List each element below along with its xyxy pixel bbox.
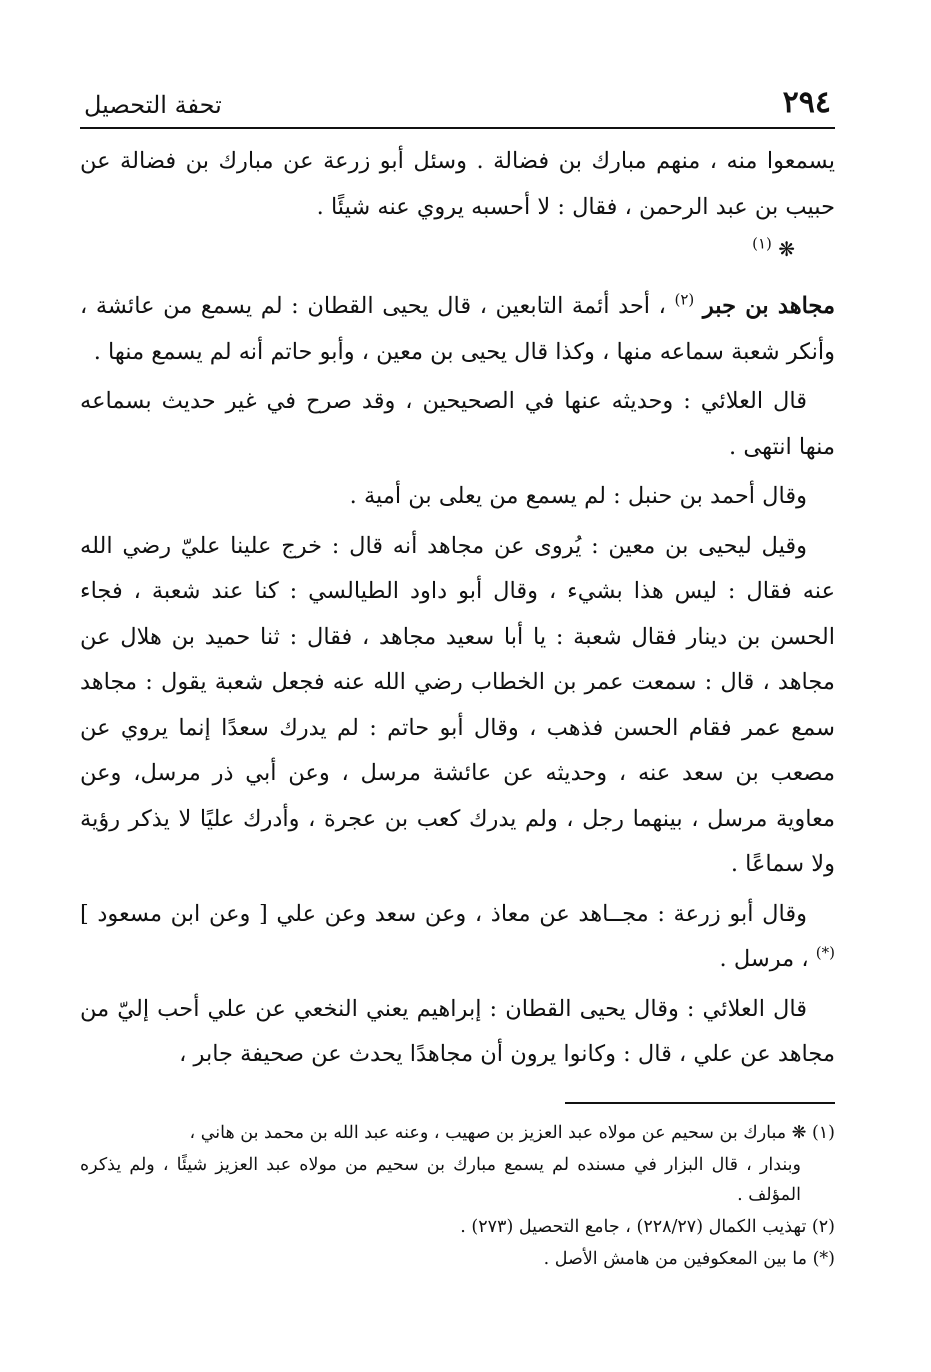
- footnote-ref-1: (١): [752, 234, 772, 253]
- paragraph-6-text-a: وقال أبو زرعة : مجــاهد عن معاذ ، وعن سعد وعن علي [ وعن ابن مسعود ]: [80, 900, 807, 927]
- footnote-1: (١) ❋ مبارك بن سحيم عن مولاه عبد العزيز بن صهيب ، وعنه عبد الله بن محمد بن هاني ،: [189, 1122, 835, 1143]
- footnote-1-continued: وبندار ، قال البزار في مسنده لم يسمع مبارك بن سحيم من مولاه عبد العزيز شيئًا ، ولم يذكره المؤلف .: [80, 1154, 801, 1205]
- paragraph-2: [80, 284, 835, 375]
- footnote-divider: [565, 1102, 835, 1104]
- footnote-ref-2: (٢): [674, 290, 695, 309]
- paragraph-6-text-b: ، مرسل .: [719, 946, 809, 972]
- footnote-ref-star: (*): [815, 943, 835, 962]
- main-text: [80, 139, 835, 1078]
- paragraph-3: قال العلائي : وحديثه عنها في الصحيحين ، وقد صرح في غير حديث بسماعه منها انتهى .: [80, 388, 835, 460]
- paragraph-6: [80, 892, 835, 983]
- running-title: تحفة التحصيل: [84, 91, 222, 119]
- paragraph-4: وقال أحمد بن حنبل : لم يسمع من يعلى بن أمية .: [349, 483, 807, 509]
- paragraph-5: وقيل ليحيى بن معين : يُروى عن مجاهد أنه قال : خرج علينا عليّ رضي الله عنه فقال : ليس هذا بشيء ، وقال أبو داود الطيالسي : كنا عند شعبة ، فجاء الحسن بن دينار فقال شعبة : يا أبا سعيد مجاهد ، فقال : ثنا حميد بن هلال عن مجاهد ، قال : سمعت عمر بن الخطاب رضي الله عنه فجعل شعبة يقول : مجاهد سمع عمر فقام الحسن فذهب ، وقال أبو حاتم : لم يدرك سعدًا إنما يروي عن مصعب بن سعد عنه ، وحديثه عن عائشة مرسل ، وعن أبي ذر مرسل، وعن معاوية مرسل ، بينهما رجل ، ولم يدرك كعب بن عجرة ، وأدرك عليًا لا يذكر رؤية ولا سماعًا .: [80, 532, 835, 877]
- entry-name: مجاهد بن جبر: [702, 293, 836, 319]
- paragraph-1: يسمعوا منه ، منهم مبارك بن فضالة . وسئل أبو زرعة عن مبارك بن فضالة عن حبيب بن عبد الرحمن ، فقال : لا أحسبه يروي عنه شيئًا .: [80, 148, 835, 220]
- entry-marker: [80, 234, 835, 264]
- asterisk-icon: ❋: [778, 237, 795, 261]
- footnote-3: (*) ما بين المعكوفين من هامش الأصل .: [543, 1248, 835, 1269]
- page-header: [80, 75, 835, 129]
- book-page: [80, 75, 835, 1276]
- paragraph-2-text: ، أحد أئمة التابعين ، قال يحيى القطان : لم يسمع من عائشة ، وأنكر شعبة سماعه منها ، وكذا قال يحيى بن معين ، وأبو حاتم أنه لم يسمع منها .: [80, 293, 835, 365]
- page-number: ٢٩٤: [782, 85, 831, 120]
- footnotes: [80, 1118, 835, 1274]
- paragraph-7: قال العلائي : وقال يحيى القطان : إبراهيم يعني النخعي عن علي أحب إليّ من مجاهد عن علي ، قال : وكانوا يرون أن مجاهدًا يحدث عن صحيفة جابر ،: [80, 995, 835, 1067]
- footnote-2: (٢) تهذيب الكمال (٢٢٨/٢٧) ، جامع التحصيل (٢٧٣) .: [460, 1216, 835, 1237]
